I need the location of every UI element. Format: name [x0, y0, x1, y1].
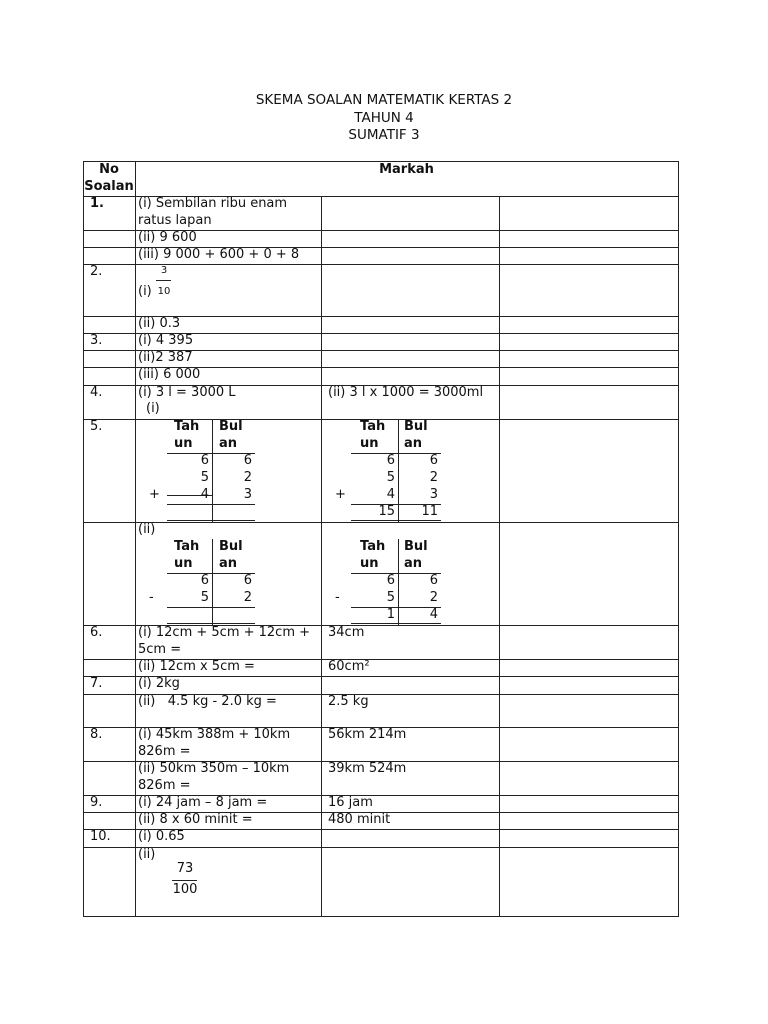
sum-rule [167, 520, 255, 521]
sum-rule [351, 520, 441, 521]
col-header-tahun: Tah un [360, 539, 386, 571]
answer-scheme-table [83, 161, 678, 916]
col-header-bulan: Bul an [219, 419, 243, 451]
answer-text: (ii) 8 x 60 minit = [138, 812, 253, 827]
difference-rule [167, 623, 255, 624]
title-line-2: TAHUN 4 [354, 109, 414, 126]
cell-value: 5 [200, 590, 209, 605]
result-value: 15 [378, 504, 395, 519]
answer-text: (i) 12cm + 5cm + 12cm + 5cm = [138, 625, 311, 657]
cell-value: 6 [429, 453, 438, 468]
cell-value: 6 [200, 453, 209, 468]
col-header-tahun: Tah un [360, 419, 386, 451]
answer-text: (i) 2kg [138, 676, 180, 691]
fraction-denominator: 100 [172, 882, 198, 897]
question-number: 8. [90, 727, 103, 742]
answer-text: (i) Sembilan ribu enam ratus lapan [138, 196, 288, 228]
title-line-3: SUMATIF 3 [348, 127, 420, 143]
header-no: No Soalan [84, 162, 134, 194]
answer-text: (i) 45km 388m + 10km 826m = [138, 727, 291, 759]
cell-value: 3 [429, 487, 438, 502]
answer-value: 56km 214m [328, 727, 407, 742]
answer-value: 34cm [328, 625, 365, 640]
answer-text: (i) 24 jam – 8 jam = [138, 795, 268, 810]
question-number: 2. [90, 264, 103, 279]
column-divider [499, 196, 500, 916]
cell-value: 6 [386, 453, 395, 468]
difference-rule [351, 623, 441, 624]
fraction-bar [156, 280, 171, 281]
question-number: 1. [90, 196, 104, 211]
answer-value: 16 jam [328, 795, 373, 810]
cell-value: 5 [386, 590, 395, 605]
cell-value: 2 [243, 590, 252, 605]
cell-value: 2 [243, 470, 252, 485]
row-divider [83, 847, 678, 848]
col-header-bulan: Bul an [219, 539, 243, 571]
question-number: 5. [90, 419, 103, 434]
cell-value: 2 [429, 590, 438, 605]
answer-text: (i) 0.65 [138, 829, 185, 844]
answer-text: (ii) 3 l x 1000 = 3000ml [328, 385, 484, 400]
cell-value: 6 [429, 573, 438, 588]
header-markah: Markah [379, 162, 434, 177]
row-divider [83, 522, 678, 523]
minus-sign: - [335, 590, 340, 605]
column-divider [321, 196, 322, 916]
fraction-bar [172, 880, 197, 881]
fraction-numerator: 73 [176, 861, 194, 876]
cell-value: 2 [429, 470, 438, 485]
result-value: 1 [386, 607, 395, 622]
cell-value: 4 [386, 487, 395, 502]
document-title [0, 92, 768, 145]
result-value: 11 [421, 504, 438, 519]
answer-value: 480 minit [328, 812, 391, 827]
plus-sign: + [149, 487, 160, 502]
col-header-bulan: Bul an [404, 419, 428, 451]
difference-rule [167, 607, 255, 608]
answer-text: (ii) 4.5 kg - 2.0 kg = [138, 694, 277, 709]
plus-sign: + [335, 487, 346, 502]
answer-text: (ii) 9 600 [138, 230, 197, 245]
cell-value: 5 [200, 470, 209, 485]
question-number: 9. [90, 795, 103, 810]
answer-text: (ii) 0.3 [138, 316, 181, 331]
answer-text: (iii) 6 000 [138, 367, 201, 382]
sum-rule [167, 504, 255, 505]
result-value: 4 [429, 607, 438, 622]
cell-value: 3 [243, 487, 252, 502]
answer-text: (i) [146, 401, 160, 416]
fraction-denominator: 10 [157, 286, 171, 297]
answer-text: (i) 4 395 [138, 333, 194, 348]
answer-text: (ii)2 387 [138, 350, 193, 365]
answer-label: (ii) [138, 847, 156, 862]
answer-label: (i) [138, 284, 152, 299]
fraction-numerator: 3 [160, 265, 168, 276]
answer-text: (iii) 9 000 + 600 + 0 + 8 [138, 247, 300, 262]
question-number: 3. [90, 333, 103, 348]
answer-value: 39km 524m [328, 761, 407, 776]
title-line-1: SKEMA SOALAN MATEMATIK KERTAS 2 [255, 92, 513, 108]
question-number: 10. [90, 829, 111, 844]
col-header-tahun: Tah un [174, 419, 200, 451]
question-number: 4. [90, 385, 103, 400]
column-divider [135, 161, 136, 916]
question-number: 6. [90, 625, 103, 640]
answer-text: (i) 3 l = 3000 L [138, 385, 236, 400]
cell-value: 6 [386, 573, 395, 588]
cell-value: 6 [200, 573, 209, 588]
question-number: 7. [90, 676, 103, 691]
answer-value: 2.5 kg [328, 694, 369, 709]
cell-value: 6 [243, 453, 252, 468]
col-header-bulan: Bul an [404, 539, 428, 571]
answer-text: (ii) 12cm x 5cm = [138, 659, 255, 674]
minus-sign: - [149, 590, 154, 605]
col-header-tahun: Tah un [174, 539, 200, 571]
cell-value: 6 [243, 573, 252, 588]
cell-value: 5 [386, 470, 395, 485]
answer-text: (ii) 50km 350m – 10km 826m = [138, 761, 290, 793]
cell-value: 4 [200, 487, 209, 502]
answer-label: (ii) [138, 522, 156, 537]
answer-value: 60cm² [328, 659, 370, 674]
